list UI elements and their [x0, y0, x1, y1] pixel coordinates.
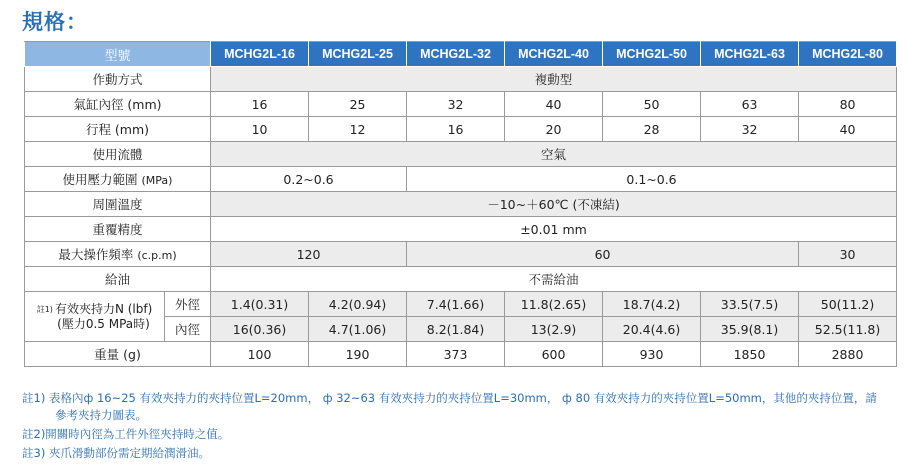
cell: 4.7(1.06) [309, 317, 407, 342]
cell: 16(0.36) [211, 317, 309, 342]
cell: 33.5(7.5) [701, 292, 799, 317]
row-value: 0.2~0.6 [211, 167, 407, 192]
row-label: 給油 [25, 267, 211, 292]
footnote-2: 註2)開關時內徑為工件外徑夾持時之值。 [22, 427, 230, 441]
cell: 80 [799, 92, 897, 117]
row-label: 使用流體 [25, 142, 211, 167]
model-col-header: MCHG2L-80 [799, 42, 897, 67]
row-label [25, 292, 165, 342]
cell: 930 [603, 342, 701, 367]
cell: 25 [309, 92, 407, 117]
footnote-1-cont: 參考夾持力圖表。 [55, 408, 147, 422]
row-value: 不需給油 [211, 267, 897, 292]
row-value: －10~＋60℃ (不凍結) [211, 192, 897, 217]
cell: 2880 [799, 342, 897, 367]
cell: 20.4(4.6) [603, 317, 701, 342]
cell: 52.5(11.8) [799, 317, 897, 342]
model-col-header: MCHG2L-16 [211, 42, 309, 67]
row-value: 0.1~0.6 [407, 167, 897, 192]
footnotes [22, 389, 902, 463]
row-value: 空氣 [211, 142, 897, 167]
cell: 10 [211, 117, 309, 142]
table-row-temp [25, 192, 897, 217]
cell: 32 [407, 92, 505, 117]
cell: 373 [407, 342, 505, 367]
row-label-main: 使用壓力範圍 [62, 172, 138, 187]
page-title: 規格： [22, 10, 88, 34]
cell: 12 [309, 117, 407, 142]
row-label-unit: (MPa) [141, 174, 173, 187]
cell: 600 [505, 342, 603, 367]
cell: 35.9(8.1) [701, 317, 799, 342]
cell: 40 [799, 117, 897, 142]
cell: 18.7(4.2) [603, 292, 701, 317]
row-label-main: 最大操作頻率 [58, 247, 134, 262]
model-col-header: MCHG2L-50 [603, 42, 701, 67]
row-label: 周圍溫度 [25, 192, 211, 217]
cell: 32 [701, 117, 799, 142]
cell: 100 [211, 342, 309, 367]
inner-label: 內徑 [165, 317, 211, 342]
row-value: 60 [407, 242, 799, 267]
cell: 13(2.9) [505, 317, 603, 342]
note-ref: 註1) [36, 304, 53, 314]
cell: 16 [211, 92, 309, 117]
row-label [25, 167, 211, 192]
row-label [25, 242, 211, 267]
cell: 11.8(2.65) [505, 292, 603, 317]
spec-table [24, 41, 897, 367]
model-col-header: MCHG2L-40 [505, 42, 603, 67]
cell: 1850 [701, 342, 799, 367]
row-label: 氣缸內徑 (mm) [25, 92, 211, 117]
row-value: 120 [211, 242, 407, 267]
table-row-weight [25, 342, 897, 367]
row-label: 重量 (g) [25, 342, 211, 367]
cell: 40 [505, 92, 603, 117]
table-row-force-outer [25, 292, 897, 317]
force-label-line1: 有效夾持力N (lbf) [54, 301, 153, 316]
table-header-row [25, 42, 897, 67]
model-col-header: MCHG2L-25 [309, 42, 407, 67]
cell: 1.4(0.31) [211, 292, 309, 317]
row-value: ±0.01 mm [211, 217, 897, 242]
cell: 190 [309, 342, 407, 367]
cell: 28 [603, 117, 701, 142]
cell: 50 [603, 92, 701, 117]
cell: 20 [505, 117, 603, 142]
outer-label: 外徑 [165, 292, 211, 317]
row-label: 作動方式 [25, 67, 211, 92]
cell: 16 [407, 117, 505, 142]
force-label-line2: (壓力0.5 MPa時) [57, 316, 150, 331]
row-label: 行程 (mm) [25, 117, 211, 142]
cell: 63 [701, 92, 799, 117]
table-row-bore [25, 92, 897, 117]
row-value: 複動型 [211, 67, 897, 92]
table-row-action [25, 67, 897, 92]
footnote-3: 註3) 夾爪滑動部份需定期給潤滑油。 [22, 446, 210, 460]
cell: 8.2(1.84) [407, 317, 505, 342]
cell: 4.2(0.94) [309, 292, 407, 317]
cell: 50(11.2) [799, 292, 897, 317]
row-label-unit: (c.p.m) [137, 249, 177, 262]
table-row-repeat [25, 217, 897, 242]
table-row-pressure [25, 167, 897, 192]
model-col-header: MCHG2L-63 [701, 42, 799, 67]
cell: 7.4(1.66) [407, 292, 505, 317]
model-header-label: 型號 [25, 42, 211, 67]
footnote-1: 註1) 表格內ф 16~25 有效夾持力的夾持位置L=20mm， ф 32~63 有效夾持力的夾持位置L=30mm， ф 80 有效夾持力的夾持位置L=50mm，其他的夾持位置，請 [22, 391, 877, 405]
model-col-header: MCHG2L-32 [407, 42, 505, 67]
row-label: 重覆精度 [25, 217, 211, 242]
row-value: 30 [799, 242, 897, 267]
table-row-fluid [25, 142, 897, 167]
table-row-stroke [25, 117, 897, 142]
table-row-lube [25, 267, 897, 292]
table-row-freq [25, 242, 897, 267]
